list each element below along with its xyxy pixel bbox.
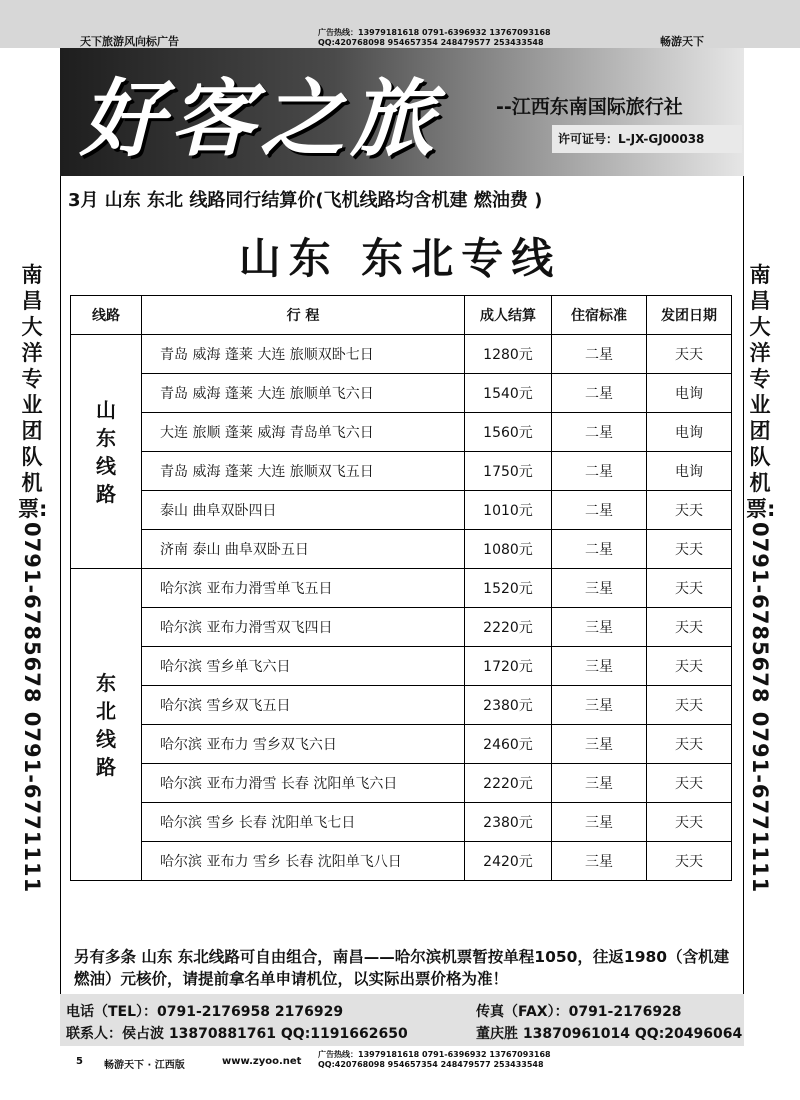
hotel-cell: 三星 [552,725,647,764]
hotel-cell: 三星 [552,764,647,803]
price-cell: 1520元 [465,569,552,608]
page-number: 5 [76,1056,83,1067]
table-row [71,842,732,881]
date-cell: 天天 [647,530,732,569]
price-cell: 2380元 [465,686,552,725]
price-cell: 2380元 [465,803,552,842]
price-cell: 2220元 [465,764,552,803]
header-itinerary: 行 程 [142,296,465,335]
table-row [71,764,732,803]
contact-tel: 电话（TEL）：0791-2176958 2176929 [66,1004,344,1020]
side-left-text: 南昌大洋专业团队机票: [18,263,48,521]
price-cell: 2460元 [465,725,552,764]
date-cell: 电询 [647,413,732,452]
region-label: 东北线路 [96,670,116,779]
subheading: 3月 山东 东北 线路同行结算价(飞机线路均含机建 燃油费 ) [68,190,543,211]
price-cell: 1540元 [465,374,552,413]
header-departure: 发团日期 [647,296,732,335]
side-left-phone: 0791-6785678 0791-6771111 [20,522,44,894]
date-cell: 天天 [647,491,732,530]
hotel-cell: 三星 [552,686,647,725]
table-row [71,725,732,764]
table-header-row [71,296,732,335]
region-label: 山东线路 [96,397,116,506]
route-cell: 哈尔滨 雪乡 长春 沈阳单飞七日 [142,803,465,842]
side-right-text: 南昌大洋专业团队机票: [746,263,776,521]
route-cell: 哈尔滨 亚布力滑雪 长春 沈阳单飞六日 [142,764,465,803]
price-cell: 1560元 [465,413,552,452]
date-cell: 天天 [647,608,732,647]
route-cell: 济南 泰山 曲阜双卧五日 [142,530,465,569]
agency-name: --江西东南国际旅行社 [496,96,683,118]
date-cell: 电询 [647,374,732,413]
table-row [71,491,732,530]
date-cell: 天天 [647,569,732,608]
route-cell: 大连 旅顺 蓬莱 威海 青岛单飞六日 [142,413,465,452]
hotel-cell: 三星 [552,569,647,608]
route-cell: 哈尔滨 亚布力滑雪双飞四日 [142,608,465,647]
hotel-cell: 二星 [552,530,647,569]
routes-table [70,295,732,881]
price-cell: 1750元 [465,452,552,491]
date-cell: 天天 [647,764,732,803]
license-number: 许可证号：L-JX-GJ00038 [558,132,705,146]
hotel-cell: 二星 [552,452,647,491]
hotel-cell: 二星 [552,374,647,413]
price-cell: 1280元 [465,335,552,374]
top-left-label: 天下旅游风向标广告 [80,35,179,48]
table-row [71,569,732,608]
table-row [71,686,732,725]
table-row [71,530,732,569]
date-cell: 天天 [647,803,732,842]
route-cell: 青岛 威海 蓬莱 大连 旅顺双卧七日 [142,335,465,374]
top-ad-line-2: QQ:420768098 954657354 248479577 253433548 [318,38,544,47]
side-banner-right [746,262,774,893]
top-ad-hotline [318,28,551,48]
route-cell: 哈尔滨 雪乡双飞五日 [142,686,465,725]
magazine-name: 畅游天下 · 江西版 [104,1060,185,1071]
side-right-phone: 0791-6785678 0791-6771111 [748,522,772,894]
logo: 好客之旅 [80,69,441,168]
route-cell: 哈尔滨 亚布力 雪乡双飞六日 [142,725,465,764]
date-cell: 天天 [647,335,732,374]
price-cell: 1010元 [465,491,552,530]
footer-url: www.zyoo.net [222,1056,302,1067]
date-cell: 天天 [647,686,732,725]
region-shandong [71,335,142,569]
contact-person-2: 董庆胜 13870961014 QQ:20496064 [476,1026,743,1042]
date-cell: 电询 [647,452,732,491]
price-cell: 2220元 [465,608,552,647]
top-ad-line-1: 广告热线：13979181618 0791-6396932 13767093168 [318,28,551,37]
table-row [71,413,732,452]
page-title: 山东 东北专线 [238,234,562,283]
table-row [71,803,732,842]
route-cell: 青岛 威海 蓬莱 大连 旅顺双飞五日 [142,452,465,491]
hotel-cell: 二星 [552,335,647,374]
hotel-cell: 三星 [552,647,647,686]
route-cell: 哈尔滨 亚布力 雪乡 长春 沈阳单飞八日 [142,842,465,881]
table-row [71,374,732,413]
price-cell: 2420元 [465,842,552,881]
footer-ad-hotline [318,1050,551,1070]
table-row [71,335,732,374]
route-cell: 哈尔滨 亚布力滑雪单飞五日 [142,569,465,608]
footer-ad-line-1: 广告热线：13979181618 0791-6396932 13767093168 [318,1050,551,1059]
date-cell: 天天 [647,725,732,764]
footer-ad-line-2: QQ:420768098 954657354 248479577 253433548 [318,1060,544,1069]
date-cell: 天天 [647,647,732,686]
header-route-line: 线路 [71,296,142,335]
hotel-cell: 三星 [552,842,647,881]
date-cell: 天天 [647,842,732,881]
top-right-label: 畅游天下 [660,35,704,48]
side-banner-left [18,262,46,893]
table-row [71,452,732,491]
hotel-cell: 二星 [552,413,647,452]
contact-person-1: 联系人：侯占波 13870881761 QQ:1191662650 [66,1026,408,1042]
route-cell: 哈尔滨 雪乡单飞六日 [142,647,465,686]
route-cell: 青岛 威海 蓬莱 大连 旅顺单飞六日 [142,374,465,413]
price-cell: 1720元 [465,647,552,686]
table-row [71,647,732,686]
header-price: 成人结算 [465,296,552,335]
table-row [71,608,732,647]
combo-note: 另有多条 山东 东北线路可自由组合，南昌——哈尔滨机票暂按单程1050，往返1980（含机建 燃油）元核价，请提前拿名单申请机位，以实际出票价格为准！ [74,948,730,988]
price-cell: 1080元 [465,530,552,569]
hotel-cell: 三星 [552,608,647,647]
contact-fax: 传真（FAX）：0791-2176928 [476,1004,682,1020]
region-dongbei [71,569,142,881]
hotel-cell: 二星 [552,491,647,530]
route-cell: 泰山 曲阜双卧四日 [142,491,465,530]
hotel-cell: 三星 [552,803,647,842]
header-hotel: 住宿标准 [552,296,647,335]
